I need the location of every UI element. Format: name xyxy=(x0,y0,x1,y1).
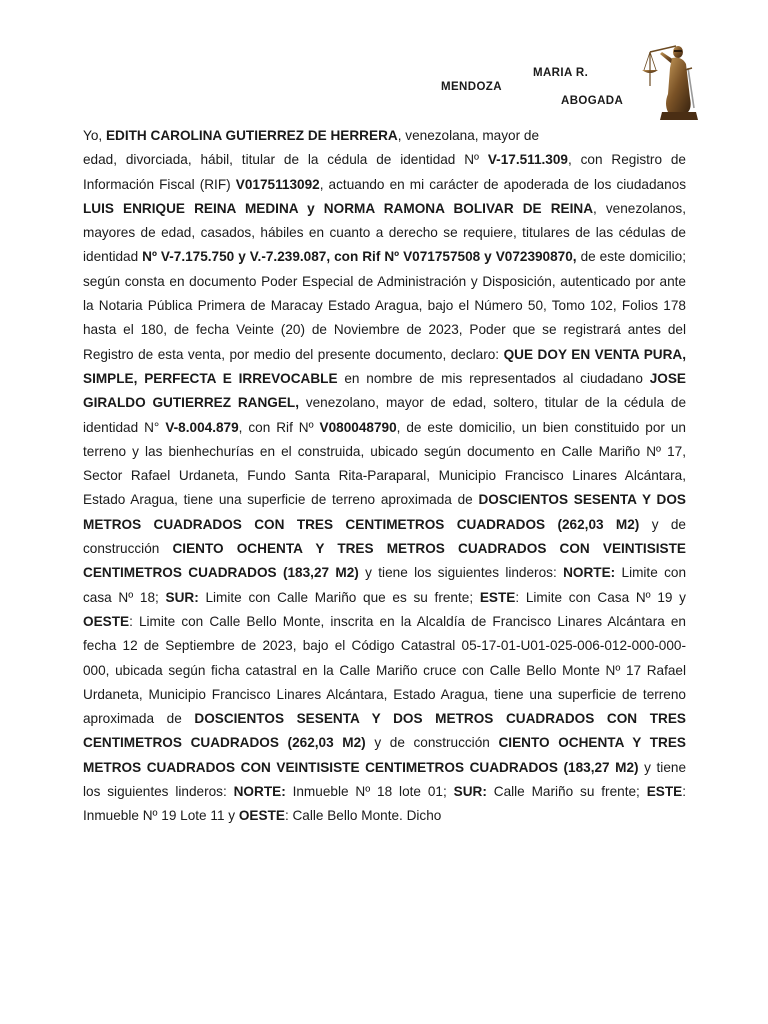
bold-text-segment: EDITH CAROLINA GUTIERREZ DE HERRERA xyxy=(105,128,398,143)
lawyer-name-line-1: MARIA R. xyxy=(533,67,589,79)
bold-text-segment: CIENTO OCHENTA Y TRES METROS CUADRADOS CON VEINTISISTE CENTIMETROS CUADRADOS (183,27 M2) xyxy=(83,735,687,775)
bold-text-segment: OESTE xyxy=(83,613,130,629)
text-segment: , venezolana, mayor de xyxy=(397,128,540,143)
bold-text-segment: QUE DOY EN VENTA PURA, SIMPLE, PERFECTA E IRREVOCABLE xyxy=(83,346,687,386)
bold-text-segment: OESTE xyxy=(238,808,285,824)
bold-text-segment: NORTE: xyxy=(233,784,286,800)
bold-text-segment: V-17.511.309 xyxy=(487,152,568,168)
text-segment: , actuando en mi carácter de apoderada de los ciudadanos xyxy=(319,176,686,192)
bold-text-segment: V-8.004.879 xyxy=(165,419,239,435)
deed-paragraph xyxy=(83,124,686,829)
text-segment: : Limite con Casa Nº 19 y xyxy=(515,589,686,605)
text-segment: Limite con Calle Mariño que es su frente; xyxy=(198,589,480,605)
bold-text-segment: SUR: xyxy=(453,784,487,800)
bold-text-segment: JOSE GIRALDO GUTIERREZ RANGEL, xyxy=(83,370,686,411)
document-body xyxy=(83,124,686,829)
lady-justice-statue-icon xyxy=(632,38,704,122)
text-segment: edad, divorciada, hábil, titular de la cédula de identidad Nº xyxy=(83,152,488,168)
text-segment: : Limite con Calle Bello Monte, inscrita en la Alcaldía de Francisco Linares Alcántara en fecha 12 de Septiembre de 2023, bajo el Código Catastral 05-17-01-U01-025-006-012-000-000-000, ubicada según ficha catastral en la Calle Mariño cruce con Calle Bello Monte Nº 17 Rafael Urdaneta, Municipio Francisco Linares Alcántara, Estado Aragua, tiene una superficie de terreno aproximada de xyxy=(83,613,686,727)
text-segment: y tiene los siguientes linderos: xyxy=(83,759,687,800)
text-segment: y de construcción xyxy=(83,516,686,557)
text-segment: Yo, xyxy=(83,128,106,143)
text-segment: : Inmueble Nº 19 Lote 11 y xyxy=(83,784,686,824)
text-segment: Inmueble Nº 18 lote 01; xyxy=(285,784,454,800)
bold-text-segment: ESTE xyxy=(479,589,516,605)
bold-text-segment: DOSCIENTOS SESENTA Y DOS METROS CUADRADOS CON TRES CENTIMETROS CUADRADOS (262,03 M2) xyxy=(83,492,686,532)
text-segment: : Calle Bello Monte. Dicho xyxy=(284,808,442,824)
bold-text-segment: CIENTO OCHENTA Y TRES METROS CUADRADOS CON VEINTISISTE CENTIMETROS CUADRADOS (183,27 M2) xyxy=(83,541,686,581)
lawyer-name-line-2: MENDOZA xyxy=(441,81,502,93)
bold-text-segment: LUIS ENRIQUE REINA MEDINA y NORMA RAMONA BOLIVAR DE REINA xyxy=(83,200,594,216)
bold-text-segment: DOSCIENTOS SESENTA Y DOS METROS CUADRADOS CON TRES CENTIMETROS CUADRADOS (262,03 M2) xyxy=(83,711,686,751)
bold-text-segment: V0175113092 xyxy=(235,176,320,192)
text-segment: y de construcción xyxy=(365,735,499,751)
text-segment: venezolano, mayor de edad, soltero, titular de la cédula de identidad N° xyxy=(83,395,686,435)
text-segment: , venezolanos, mayores de edad, casados, hábiles en cuanto a derecho se requiere, titulares de las cédulas de identidad xyxy=(83,200,686,265)
text-segment: de este domicilio; según consta en documento Poder Especial de Administración y Disposición, autenticado por ante la Notaria Pública Primera de Maracay Estado Aragua, bajo el Número 50, Tomo 102, Folios 178 hasta el 180, de fecha Veinte (20) de Noviembre de 2023, Poder que se registrará antes del Registro de esta venta, por medio del presente documento, declaro: xyxy=(83,249,686,362)
text-segment: , con Registro de Información Fiscal (RIF) xyxy=(83,152,686,192)
text-segment: Limite con casa Nº 18; xyxy=(83,565,687,605)
text-segment: y tiene los siguientes linderos: xyxy=(358,565,564,581)
bold-text-segment: SUR: xyxy=(165,589,199,605)
lawyer-title: ABOGADA xyxy=(561,95,624,107)
letterhead xyxy=(0,0,768,124)
bold-text-segment: ESTE xyxy=(646,784,683,800)
text-segment: Calle Mariño su frente; xyxy=(486,784,647,800)
text-segment: , con Rif Nº xyxy=(238,419,320,435)
text-segment: en nombre de mis representados al ciudadano xyxy=(337,370,650,386)
bold-text-segment: NORTE: xyxy=(563,565,616,581)
text-segment: , de este domicilio, un bien constituido por un terreno y las bienhechurías en el construida, ubicado según documento en Calle Mariño Nº 17, Sector Rafael Urdaneta, Fundo Santa Rita-Paraparal, Municipio Francisco Linares Alcántara, Estado Aragua, tiene una superficie de terreno aproximada de xyxy=(83,419,686,508)
bold-text-segment: Nº V-7.175.750 y V.-7.239.087, con Rif Nº V071757508 y V072390870, xyxy=(142,249,577,265)
bold-text-segment: V080048790 xyxy=(319,419,397,435)
